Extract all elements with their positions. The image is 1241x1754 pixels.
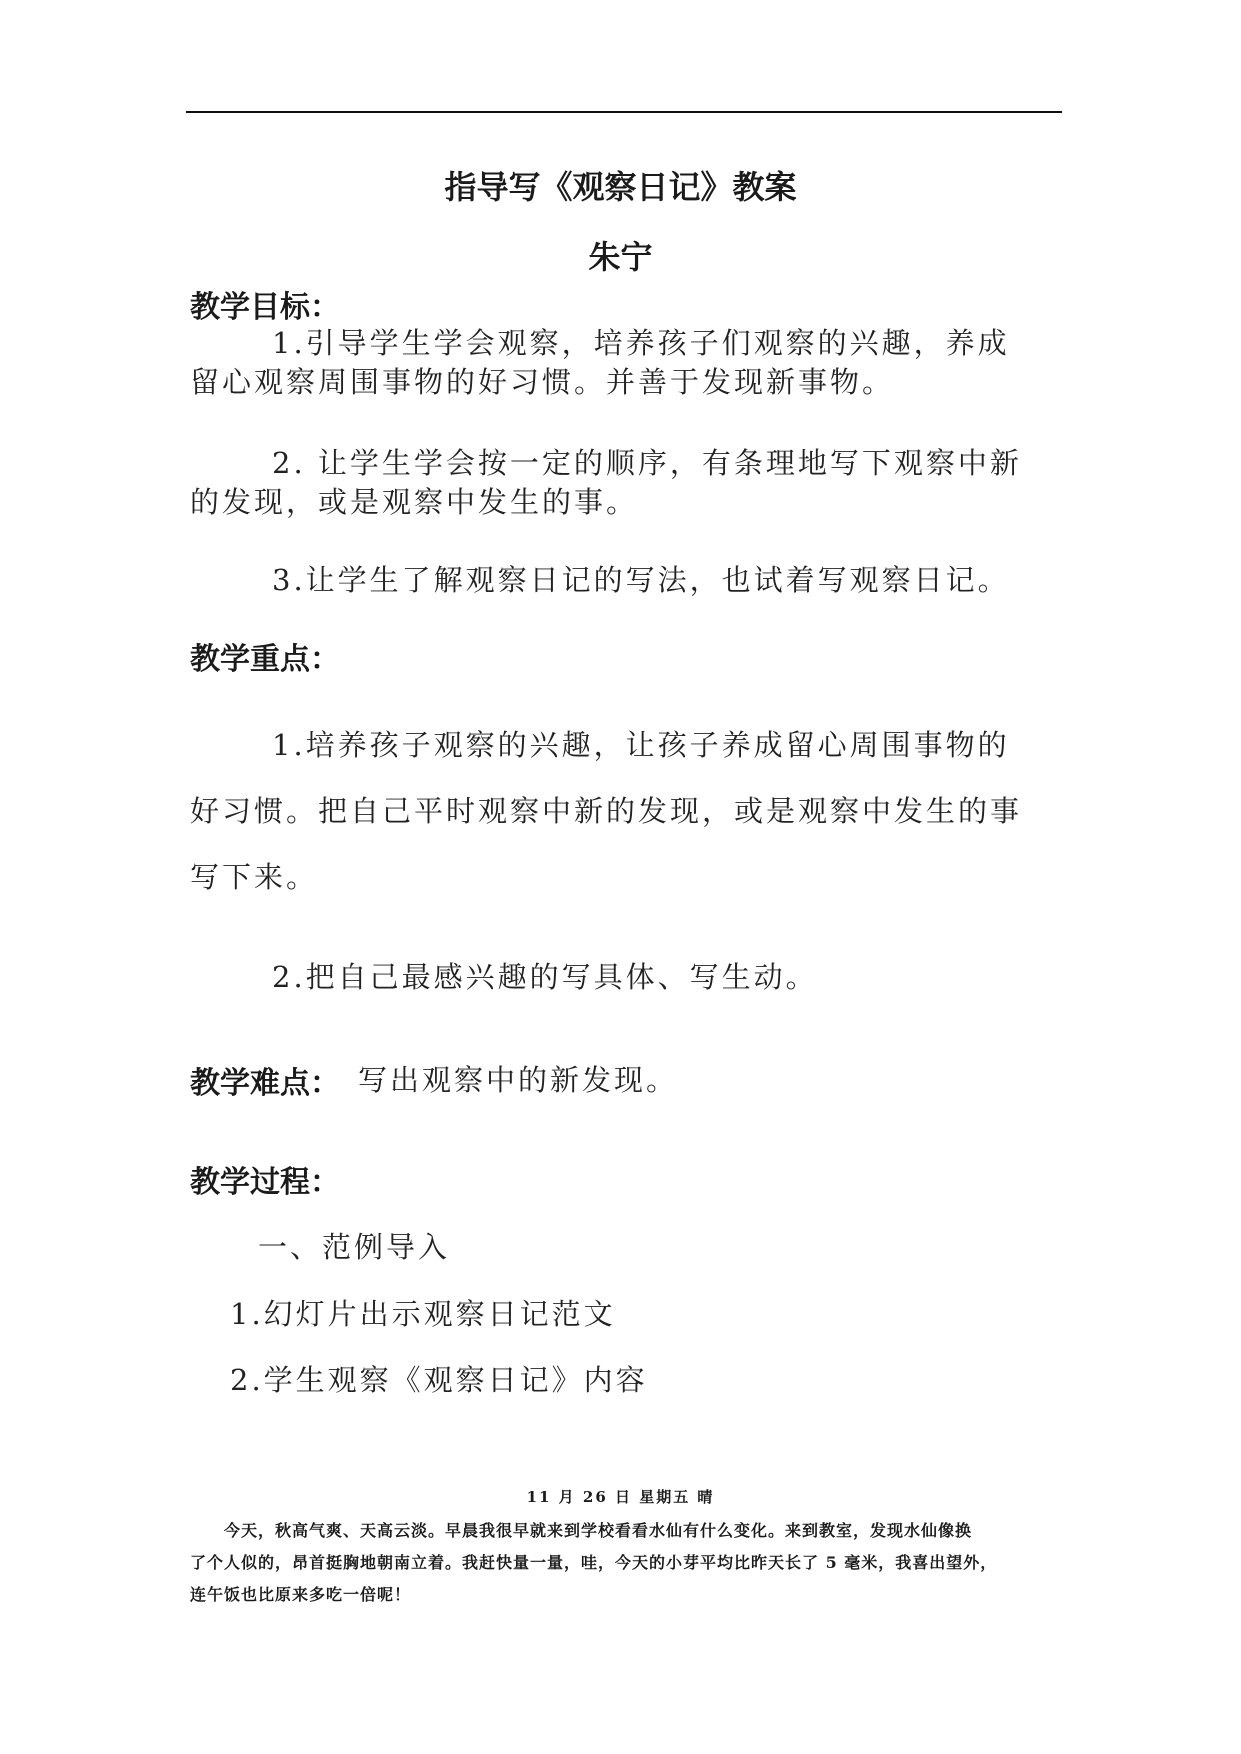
diary-line-1: 今天，秋高气爽、天高云淡。早晨我很早就来到学校看看水仙有什么变化。来到教室，发现水仙像换 <box>224 1521 973 1540</box>
keypoints-heading: 教学重点： <box>190 642 340 677</box>
diary-line-3: 连午饭也比原来多吃一倍呢！ <box>190 1585 412 1604</box>
diary-date-line: 11 月 26 日 星期五 晴 <box>526 1488 715 1506</box>
difficulty-heading: 教学难点： <box>190 1066 340 1101</box>
keypoint-1-line-2: 好习惯。把自己平时观察中新的发现，或是观察中发生的事 <box>190 794 1023 828</box>
difficulty-text: 写出观察中的新发现。 <box>358 1063 679 1097</box>
keypoint-2: 2.把自己最感兴趣的写具体、写生动。 <box>272 960 818 994</box>
keypoint-1-line-1: 1.培养孩子观察的兴趣，让孩子养成留心周围事物的 <box>272 728 1010 762</box>
process-step-2: 2.学生观察《观察日记》内容 <box>230 1363 648 1397</box>
goal-2-line-1: 2. 让学生学会按一定的顺序，有条理地写下观察中新 <box>272 446 1022 480</box>
goal-1-line-1: 1.引导学生学会观察，培养孩子们观察的兴趣，养成 <box>272 326 1010 360</box>
process-section-1: 一、范例导入 <box>258 1230 451 1264</box>
author-name: 朱宁 <box>588 238 653 276</box>
goal-1-line-2: 留心观察周围事物的好习惯。并善于发现新事物。 <box>190 365 895 399</box>
goals-heading: 教学目标： <box>190 290 340 325</box>
process-step-1: 1.幻灯片出示观察日记范文 <box>230 1297 616 1331</box>
goal-2-line-2: 的发现，或是观察中发生的事。 <box>190 485 639 519</box>
header-rule <box>186 111 1062 113</box>
document-title: 指导写《观察日记》教案 <box>444 168 797 206</box>
diary-line-2: 了个人似的，昂首挺胸地朝南立着。我赶快量一量，哇，今天的小芽平均比昨天长了 5 毫米，我喜出望外， <box>190 1553 998 1572</box>
keypoint-1-line-3: 写下来。 <box>190 860 319 894</box>
goal-3: 3.让学生了解观察日记的写法，也试着写观察日记。 <box>272 563 1010 597</box>
process-heading: 教学过程： <box>190 1165 340 1200</box>
